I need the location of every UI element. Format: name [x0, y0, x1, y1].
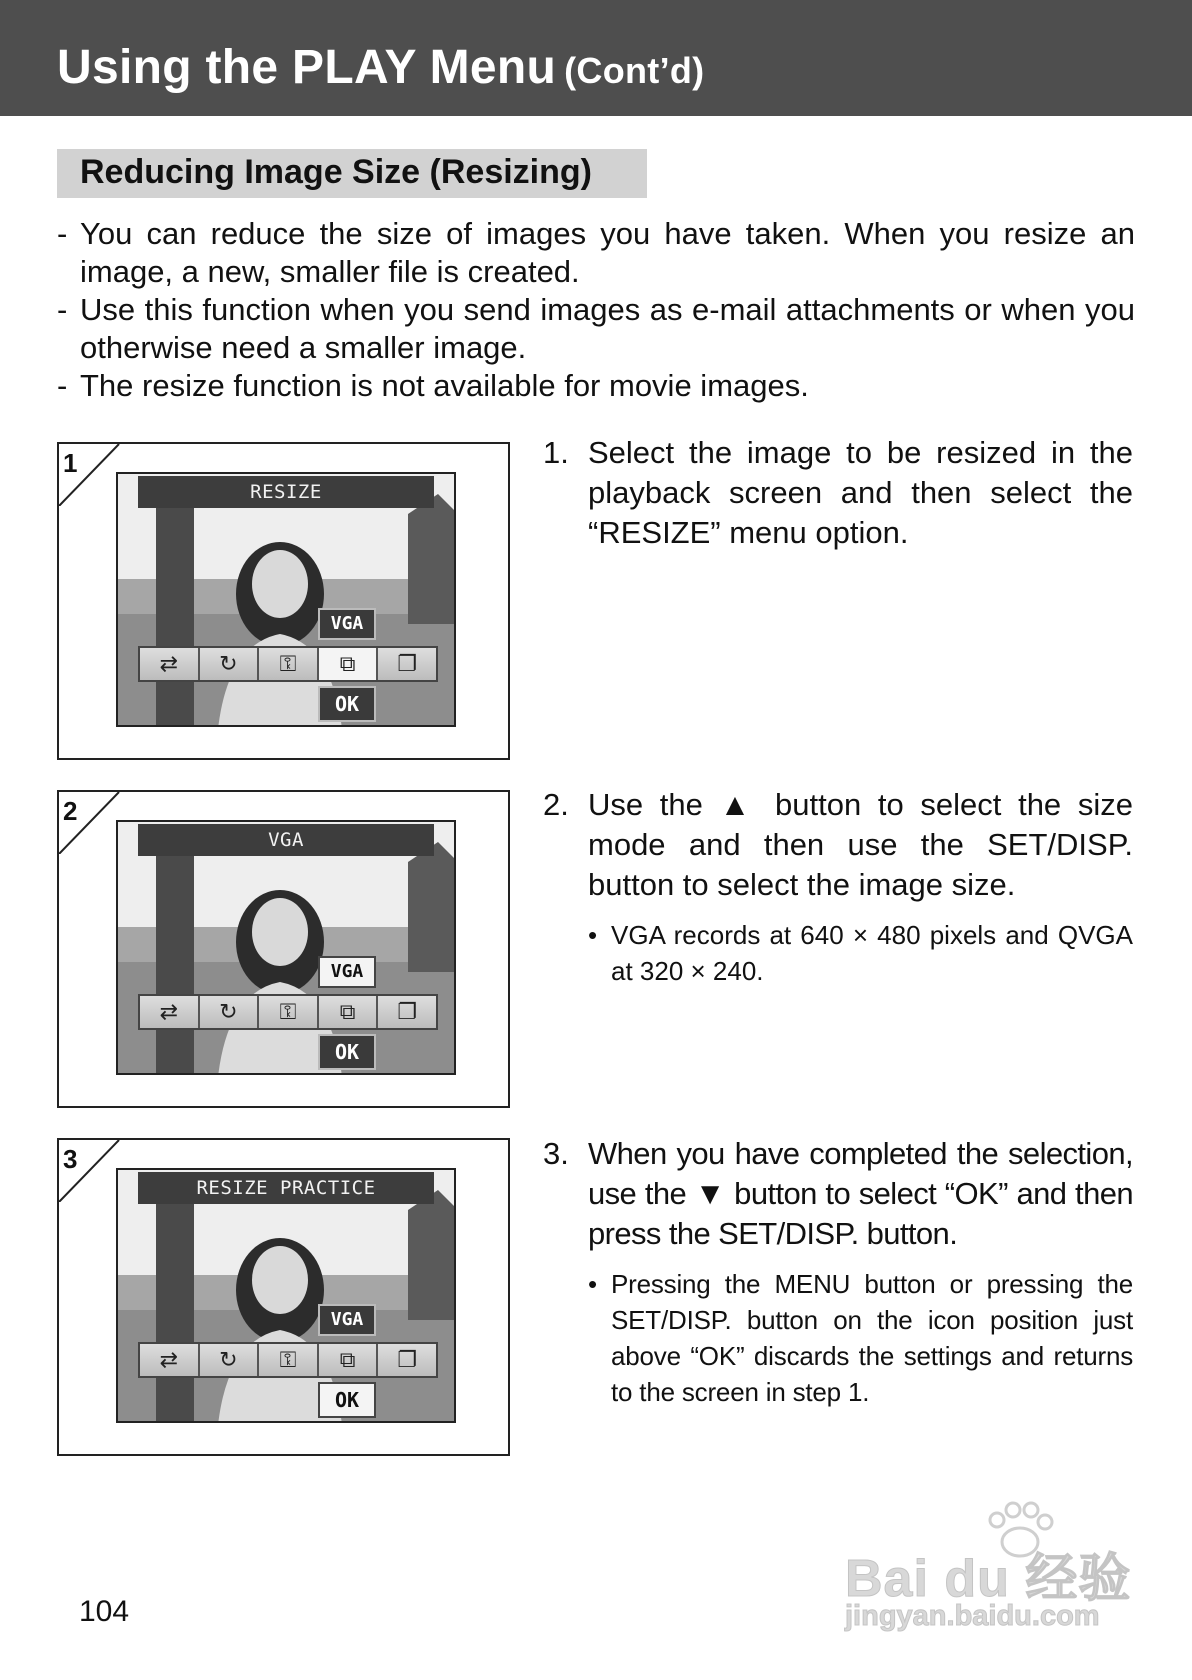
page-title — [57, 40, 704, 95]
bullet-marker: - — [57, 292, 68, 327]
bullet-text: Use this function when you send images as e-mail attachments or when you otherwise need a smaller image. — [80, 292, 1135, 365]
note-text: VGA records at 640 × 480 pixels and QVGA at 320 × 240. — [611, 920, 1133, 986]
rotate-icon[interactable]: ↻ — [200, 648, 260, 680]
page-header — [0, 0, 1192, 116]
copy-icon[interactable]: ❐ — [378, 996, 436, 1028]
rotate-icon[interactable]: ↻ — [200, 1344, 260, 1376]
copy-icon[interactable]: ❐ — [378, 648, 436, 680]
camera-screen — [116, 820, 456, 1075]
figure-number: 3 — [63, 1144, 78, 1174]
intro-bullet — [57, 367, 1135, 405]
slideshow-icon[interactable]: ⇄ — [140, 648, 200, 680]
sample-photo — [118, 474, 456, 727]
menu-icon-bar — [138, 646, 438, 682]
copy-icon[interactable]: ❐ — [378, 1344, 436, 1376]
step-1 — [543, 433, 1133, 553]
watermark-brand: Bai du 经验 — [845, 1550, 1132, 1608]
sample-photo — [118, 1170, 456, 1423]
baidu-watermark — [845, 1500, 1135, 1635]
protect-key-icon[interactable]: ⚿ — [259, 996, 319, 1028]
slideshow-icon[interactable]: ⇄ — [140, 996, 200, 1028]
figure-2 — [57, 790, 510, 1108]
sample-photo — [118, 822, 456, 1075]
step-number: 2. — [543, 787, 569, 822]
protect-key-icon[interactable]: ⚿ — [259, 1344, 319, 1376]
protect-key-icon[interactable]: ⚿ — [259, 648, 319, 680]
intro-bullet — [57, 291, 1135, 367]
step-3 — [543, 1134, 1133, 1410]
step-2 — [543, 785, 1133, 989]
note-marker: • — [588, 1269, 597, 1299]
step-text: When you have completed the selection, use the ▼ button to select “OK” and then press the SET/DISP. button. — [588, 1136, 1133, 1251]
size-option-vga[interactable]: VGA — [318, 1304, 376, 1336]
intro-list — [57, 215, 1135, 405]
size-option-vga[interactable]: VGA — [318, 956, 376, 988]
menu-icon-bar — [138, 994, 438, 1030]
bullet-marker: - — [57, 216, 68, 251]
step-note — [588, 1266, 1133, 1410]
ok-button[interactable]: OK — [318, 1382, 376, 1418]
size-option-vga[interactable]: VGA — [318, 608, 376, 640]
resize-icon[interactable]: ⧉ — [319, 1344, 379, 1376]
page-title-text: Using the PLAY Menu — [57, 41, 557, 94]
screen-title: RESIZE PRACTICE — [138, 1172, 434, 1204]
screen-title: RESIZE — [138, 476, 434, 508]
resize-icon[interactable]: ⧉ — [319, 996, 379, 1028]
resize-icon[interactable]: ⧉ — [319, 648, 379, 680]
screen-title: VGA — [138, 824, 434, 856]
note-marker: • — [588, 920, 598, 950]
page-title-suffix: (Cont’d) — [564, 50, 705, 91]
slideshow-icon[interactable]: ⇄ — [140, 1344, 200, 1376]
step-text: Select the image to be resized in the playback screen and then select the “RESIZE” menu option. — [588, 435, 1133, 550]
step-note — [588, 917, 1133, 989]
ok-button[interactable]: OK — [318, 686, 376, 722]
figure-number: 2 — [63, 796, 78, 826]
section-heading: Reducing Image Size (Resizing) — [57, 149, 647, 198]
step-number: 1. — [543, 435, 569, 470]
watermark-url: jingyan.baidu.com — [845, 1600, 1100, 1632]
intro-bullet — [57, 215, 1135, 291]
ok-button[interactable]: OK — [318, 1034, 376, 1070]
step-text: Use the ▲ button to select the size mode and then use the SET/DISP. button to select the image size. — [588, 787, 1133, 902]
figure-1 — [57, 442, 510, 760]
note-text: Pressing the MENU button or pressing the SET/DISP. button on the icon position just above “OK” discards the settings and returns to the screen in step 1. — [611, 1269, 1133, 1407]
bullet-text: The resize function is not available for movie images. — [80, 368, 809, 403]
bullet-marker: - — [57, 368, 68, 403]
figure-3 — [57, 1138, 510, 1456]
rotate-icon[interactable]: ↻ — [200, 996, 260, 1028]
camera-screen — [116, 1168, 456, 1423]
page-number: 104 — [79, 1595, 130, 1628]
bullet-text: You can reduce the size of images you have taken. When you resize an image, a new, smaller file is created. — [80, 216, 1135, 289]
figure-number: 1 — [63, 448, 78, 478]
step-number: 3. — [543, 1136, 569, 1171]
camera-screen — [116, 472, 456, 727]
menu-icon-bar — [138, 1342, 438, 1378]
